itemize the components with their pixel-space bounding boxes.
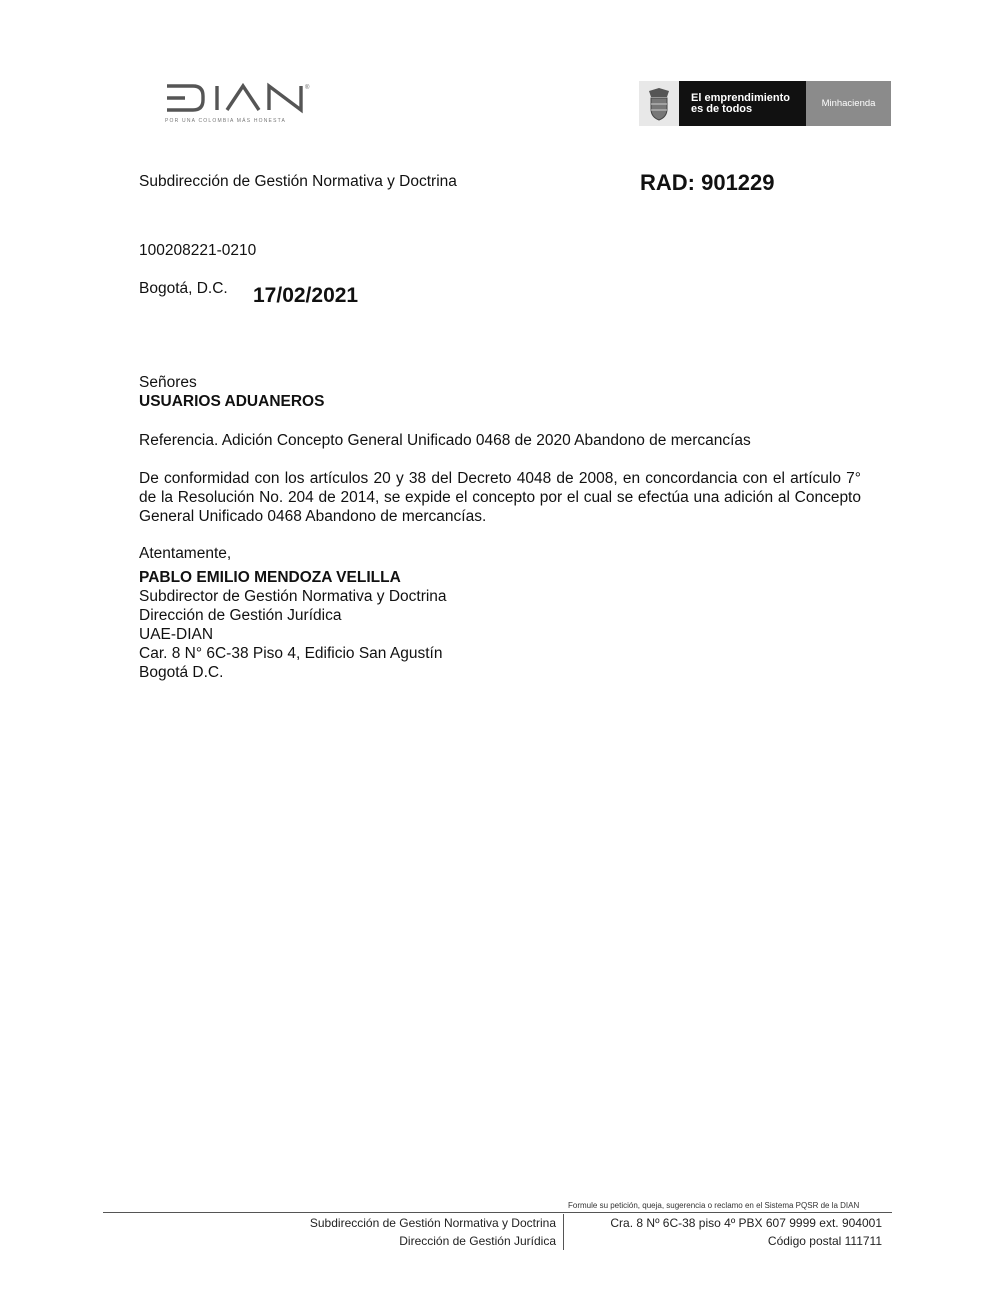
footer-pqsr-note: Formule su petición, queja, sugerencia o reclamo en el Sistema PQSR de la DIAN [568, 1201, 860, 1210]
signer-title: Subdirector de Gestión Normativa y Doctrina [139, 588, 447, 605]
dian-logo-mark [165, 80, 325, 116]
office-heading: Subdirección de Gestión Normativa y Doctrina [139, 173, 457, 190]
signer-name: PABLO EMILIO MENDOZA VELILLA [139, 569, 401, 586]
footer-direction: Dirección de Gestión Jurídica [399, 1234, 556, 1248]
banner-ministry: Minhacienda [806, 81, 891, 126]
footer-address: Cra. 8 Nº 6C-38 piso 4º PBX 607 9999 ext. 904001 [610, 1216, 882, 1230]
logo-tagline: POR UNA COLOMBIA MÁS HONESTA [165, 118, 287, 124]
signature-block [139, 568, 447, 682]
footer-vertical-divider [563, 1214, 564, 1250]
document-number: 100208221-0210 [139, 242, 257, 259]
rad-number: RAD: 901229 [640, 170, 775, 195]
banner-line-2: es de todos [691, 102, 753, 115]
closing: Atentamente, [139, 545, 232, 562]
signer-entity: UAE-DIAN [139, 626, 214, 643]
body-paragraph: De conformidad con los artículos 20 y 38 del Decreto 4048 de 2008, en concordancia con el artículo 7° de la Resolución No. 204 de 2014, se expide el concepto por el cual se efectúa una adición al Concepto General Unificado 0468 Abandono de mercancías. [139, 470, 861, 525]
banner-line-1: El emprendimiento [691, 91, 791, 104]
footer-office: Subdirección de Gestión Normativa y Doctrina [309, 1216, 556, 1230]
svg-text:®: ® [305, 85, 310, 91]
city-line: Bogotá, D.C. [139, 280, 228, 297]
dian-logo [165, 80, 325, 128]
footer-divider [103, 1212, 892, 1213]
salutation: Señores [139, 374, 197, 391]
footer-postal-code: Código postal 111711 [767, 1234, 882, 1248]
signer-direction: Dirección de Gestión Jurídica [139, 607, 342, 624]
government-banner [639, 81, 891, 126]
signer-city: Bogotá D.C. [139, 664, 224, 681]
document-date: 17/02/2021 [253, 284, 359, 307]
reference-line: Referencia. Adición Concepto General Unificado 0468 de 2020 Abandono de mercancías [139, 432, 751, 449]
signer-address: Car. 8 N° 6C-38 Piso 4, Edificio San Agustín [139, 645, 443, 662]
banner-slogan [679, 81, 806, 126]
recipient: USUARIOS ADUANEROS [139, 393, 325, 410]
coat-of-arms-icon [639, 81, 679, 126]
